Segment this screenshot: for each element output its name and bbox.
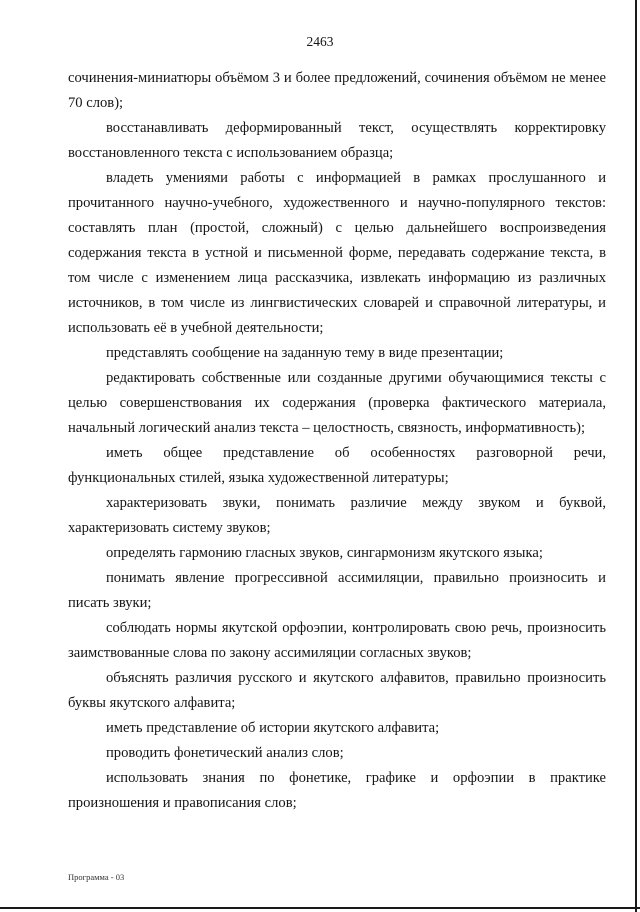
paragraph-8: определять гармонию гласных звуков, сингармонизм якутского языка; [106, 545, 543, 561]
paragraph-3: владеть умениями работы с информацией в рамках прослушанного и прочитанного научно-учебного, художественного и научно-популярного текстов: составлять план (простой, сложный) с целью дальнейшего воспроизведения содержания текста в устной и письменной форме, передавать содержание текста, в том числе с изменением лица рассказчика, извлекать информацию из различных источников, в том числе из лингвистических словарей и справочной литературы, и использовать её в учебной деятельности; [68, 170, 606, 336]
paragraph-7: характеризовать звуки, понимать различие между звуком и буквой, характеризовать систему звуков; [68, 495, 606, 536]
scan-bottom-edge [0, 907, 640, 909]
paragraph-14: использовать знания по фонетике, графике и орфоэпии в практике произношения и правописания слов; [68, 770, 606, 811]
paragraph-12: иметь представление об истории якутского алфавита; [106, 720, 440, 736]
paragraph-6: иметь общее представление об особенностях разговорной речи, функциональных стилей, языка художественной литературы; [68, 445, 606, 486]
paragraph-4: представлять сообщение на заданную тему в виде презентации; [106, 345, 504, 361]
paragraph-11: объяснять различия русского и якутского алфавитов, правильно произносить буквы якутского алфавита; [68, 670, 606, 711]
paragraph-1: сочинения-миниатюры объёмом 3 и более предложений, сочинения объёмом не менее 70 слов); [68, 70, 606, 111]
scan-right-edge [635, 0, 637, 912]
paragraph-9: понимать явление прогрессивной ассимиляции, правильно произносить и писать звуки; [68, 570, 606, 611]
paragraph-5: редактировать собственные или созданные другими обучающимися тексты с целью совершенствования их содержания (проверка фактического материала, начальный логический анализ текста – целостность, связность, информативность); [68, 370, 606, 436]
paragraph-13: проводить фонетический анализ слов; [106, 745, 344, 761]
page-number: 2463 [306, 34, 334, 49]
paragraph-10: соблюдать нормы якутской орфоэпии, контролировать свою речь, произносить заимствованные слова по закону ассимиляции согласных звуков; [68, 620, 606, 661]
footer-label: Программа - 03 [68, 872, 125, 882]
paragraph-2: восстанавливать деформированный текст, осуществлять корректировку восстановленного текста с использованием образца; [68, 120, 606, 161]
document-body [68, 66, 606, 816]
